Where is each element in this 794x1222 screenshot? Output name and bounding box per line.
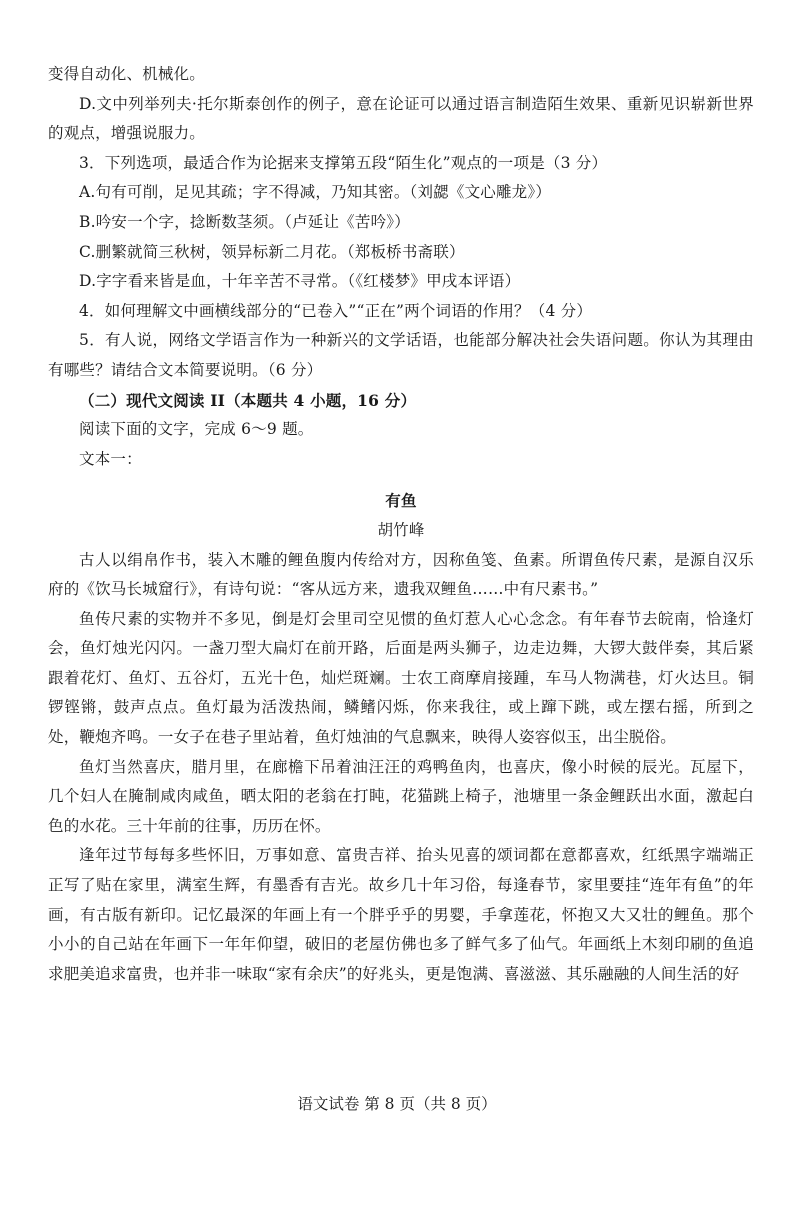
article-paragraph-2: 鱼传尺素的实物并不多见，倒是灯会里司空见惯的鱼灯惹人心心念念。有年春节去皖南，恰逢灯会，鱼灯烛光闪闪。一盏刀型大扁灯在前开路，后面是两头狮子，边走边舞，大锣大鼓伴奏，其后紧跟着花灯、鱼灯、五谷灯，五光十色，灿烂斑斓。士农工商摩肩接踵，车马人物满巷，灯火达旦。铜锣铿锵，鼓声点点。鱼灯最为活泼热闹，鳞鳍闪烁，你来我往，或上蹿下跳，或左摆右摇，所到之处，鞭炮齐鸣。一女子在巷子里站着，鱼灯烛油的气息飘来，映得人姿容似玉，出尘脱俗。 — [48, 609, 754, 747]
article-title: 有鱼 — [385, 491, 417, 511]
option-3d: D.字字看来皆是血，十年辛苦不寻常。（《红楼梦》甲戌本评语） — [79, 272, 521, 291]
option-3b: B.吟安一个字，捻断数茎须。（卢延让《苦吟》） — [79, 212, 410, 231]
reading-instruction: 阅读下面的文字，完成 6～9 题。 — [79, 420, 314, 439]
page-footer: 语文试卷 第 8 页（共 8 页） — [297, 1095, 497, 1113]
article-author: 胡竹峰 — [377, 520, 425, 539]
question-4: 4．如何理解文中画横线部分的“已卷入”“正在”两个词语的作用？（4 分） — [79, 301, 593, 320]
article-paragraph-4: 逢年过节每每多些怀旧，万事如意、富贵吉祥、抬头见喜的颂词都在意都喜欢，红纸黑字端端正正写了贴在家里，满室生辉，有墨香有吉光。故乡几十年习俗，每逢春节，家里要挂“连年有鱼”的年画，有古版有新印。记忆最深的年画上有一个胖乎乎的男婴，手拿莲花，怀抱又大又壮的鲤鱼。那个小小的自己站在年画下一年年仰望，破旧的老屋仿佛也多了鲜气多了仙气。年画纸上木刻印刷的鱼追求肥美追求富贵，也并非一味取“家有余庆”的好兆头，更是饱满、喜滋滋、其乐融融的人间生活的好 — [48, 846, 754, 983]
page-content — [48, 60, 754, 989]
text-line-continuation: 变得自动化、机械化。 — [48, 65, 206, 83]
option-2d: D.文中列举列夫·托尔斯泰创作的例子，意在论证可以通过语言制造陌生效果、重新见识崭新世界的观点，增强说服力。 — [48, 94, 754, 143]
text-label: 文本一： — [79, 449, 142, 468]
article-paragraph-1: 古人以绢帛作书，装入木雕的鲤鱼腹内传给对方，因称鱼笺、鱼素。所谓鱼传尺素，是源自汉乐府的《饮马长城窟行》，有诗句说：“客从远方来，遗我双鲤鱼……中有尺素书。” — [48, 550, 754, 599]
article-paragraph-3: 鱼灯当然喜庆，腊月里，在廊檐下吊着油汪汪的鸡鸭鱼肉，也喜庆，像小时候的辰光。瓦屋下，几个妇人在腌制咸肉咸鱼，晒太阳的老翁在打盹，花猫跳上椅子，池塘里一条金鲤跃出水面，激起白色的水花。三十年前的往事，历历在怀。 — [48, 757, 754, 835]
option-3c: C.删繁就简三秋树，领异标新二月花。（郑板桥书斋联） — [79, 242, 465, 261]
question-5: 5．有人说，网络文学语言作为一种新兴的文学话语，也能部分解决社会失语问题。你认为其理由有哪些？请结合文本简要说明。（6 分） — [48, 331, 754, 379]
question-3: 3．下列选项，最适合作为论据来支撑第五段“陌生化”观点的一项是（3 分） — [79, 153, 608, 172]
option-3a: A.句有可削，足见其疏；字不得减，乃知其密。（刘勰《文心雕龙》） — [79, 183, 552, 202]
section-heading: （二）现代文阅读 II（本题共 4 小题，16 分） — [79, 390, 417, 410]
